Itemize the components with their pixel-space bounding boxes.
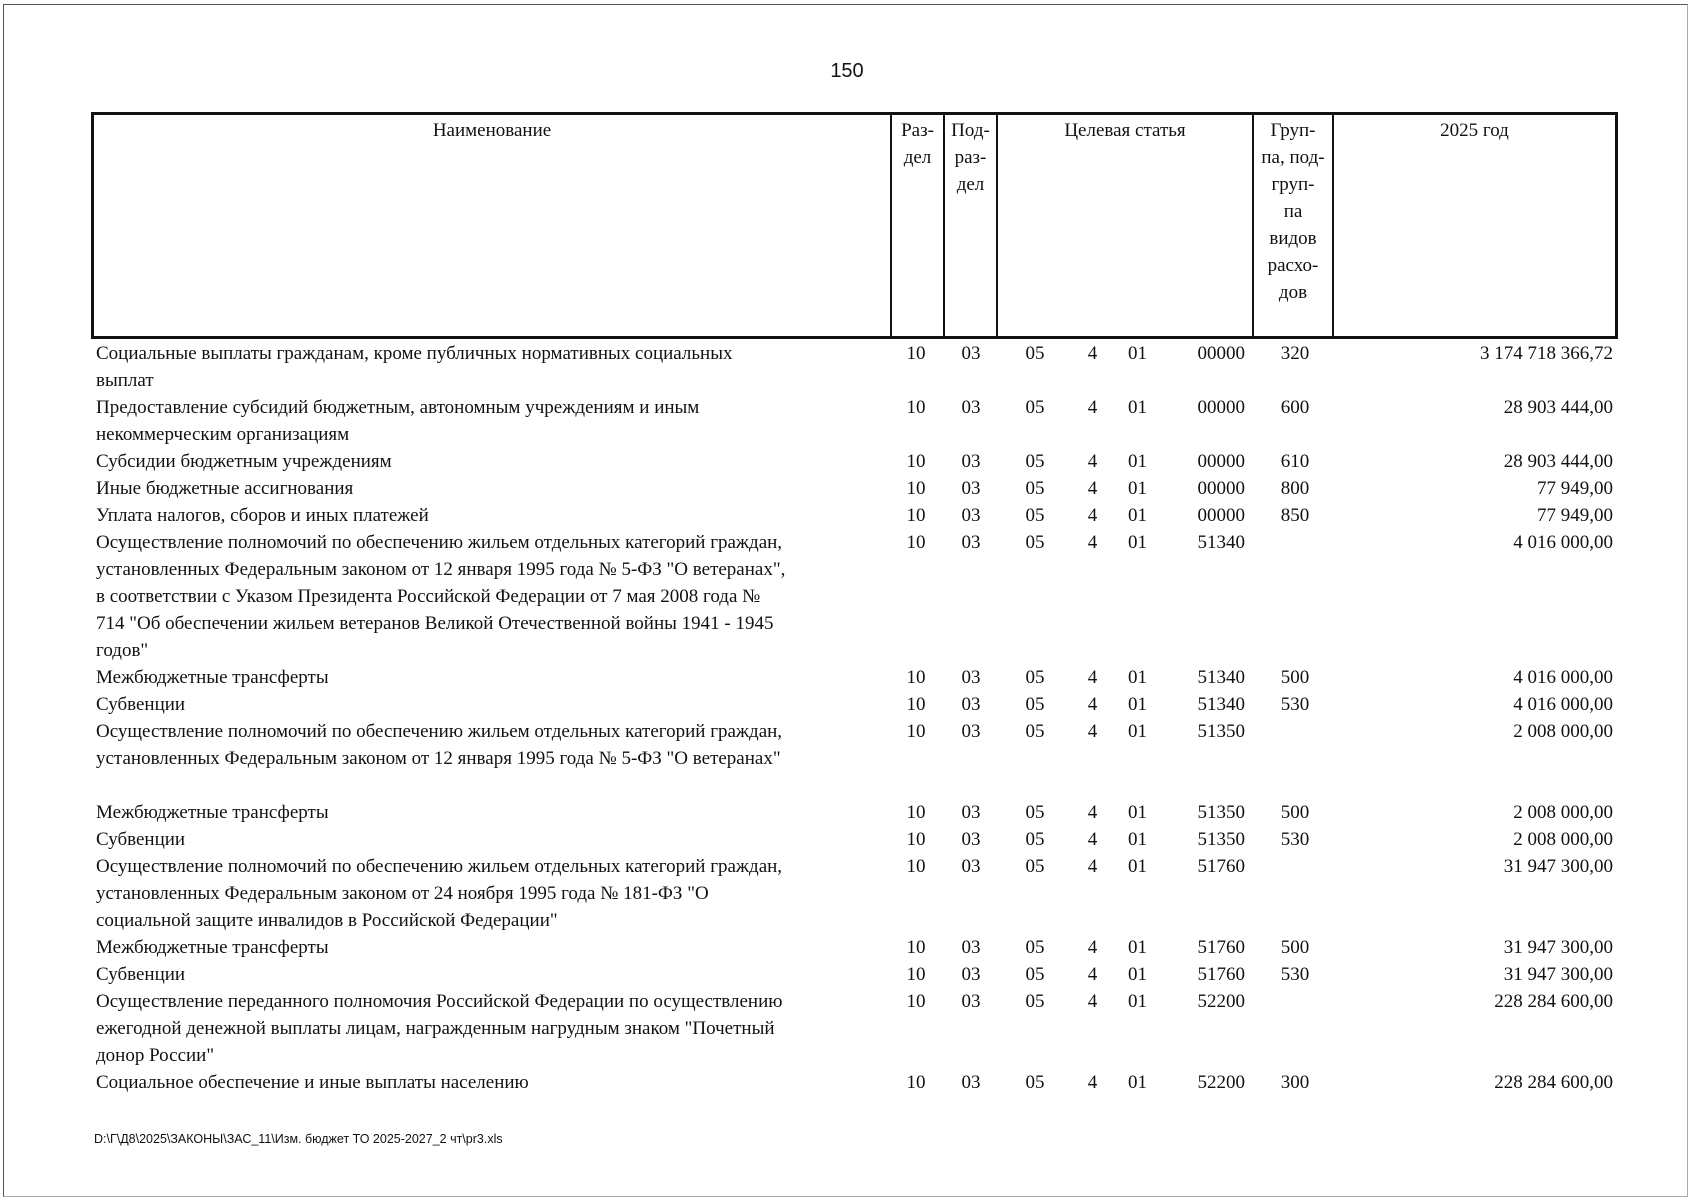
cell-name: Предоставление субсидий бюджетным, автономным учреждениям и иным некоммерческим организациям (96, 397, 700, 445)
cell-t1: 05 (1025, 856, 1045, 877)
cell-t3: 01 (1128, 451, 1147, 472)
cell-t2: 4 (1087, 451, 1098, 472)
cell-t1: 05 (1025, 505, 1045, 526)
cell-t3: 01 (1128, 856, 1147, 877)
cell-t1: 05 (1025, 667, 1045, 688)
cell-amount: 4 016 000,00 (1513, 694, 1613, 715)
cell-t1: 05 (1025, 451, 1045, 472)
cell-group: 530 (1280, 829, 1310, 850)
cell-t3: 01 (1128, 667, 1147, 688)
cell-amount: 31 947 300,00 (1503, 937, 1613, 958)
cell-t3: 01 (1128, 829, 1147, 850)
cell-razdel: 10 (906, 397, 926, 418)
cell-t2: 4 (1087, 991, 1098, 1012)
cell-t3: 01 (1128, 964, 1147, 985)
cell-t1: 05 (1025, 397, 1045, 418)
cell-t4: 51340 (1197, 694, 1245, 715)
cell-t1: 05 (1025, 991, 1045, 1012)
cell-t2: 4 (1087, 829, 1098, 850)
cell-t2: 4 (1087, 343, 1098, 364)
cell-t3: 01 (1128, 397, 1147, 418)
cell-group: 500 (1280, 802, 1310, 823)
cell-amount: 3 174 718 366,72 (1480, 343, 1613, 364)
cell-group: 800 (1280, 478, 1310, 499)
cell-podrazdel: 03 (961, 451, 981, 472)
cell-t2: 4 (1087, 856, 1098, 877)
cell-t3: 01 (1128, 802, 1147, 823)
cell-razdel: 10 (906, 721, 926, 742)
cell-t3: 01 (1128, 721, 1147, 742)
cell-t4: 51340 (1197, 532, 1245, 553)
cell-podrazdel: 03 (961, 505, 981, 526)
cell-amount: 28 903 444,00 (1503, 397, 1613, 418)
cell-t3: 01 (1128, 478, 1147, 499)
cell-t4: 51340 (1197, 667, 1245, 688)
header-group-label: Груп- па, под- груп- па видов расхо- дов (1261, 120, 1325, 303)
cell-podrazdel: 03 (961, 1072, 981, 1093)
cell-group: 850 (1280, 505, 1310, 526)
cell-t1: 05 (1025, 802, 1045, 823)
cell-t3: 01 (1128, 694, 1147, 715)
cell-group: 500 (1280, 667, 1310, 688)
cell-name: Осуществление переданного полномочия Российской Федерации по осуществлению ежегодной денежной выплаты лицам, награжденным нагрудным знаком "Почетный донор России" (96, 991, 783, 1066)
cell-amount: 4 016 000,00 (1513, 532, 1613, 553)
cell-t3: 01 (1128, 991, 1147, 1012)
header-year-label: 2025 год (1440, 120, 1509, 141)
cell-podrazdel: 03 (961, 937, 981, 958)
cell-t2: 4 (1087, 667, 1098, 688)
cell-name: Межбюджетные трансферты (96, 802, 329, 823)
cell-razdel: 10 (906, 478, 926, 499)
cell-razdel: 10 (906, 694, 926, 715)
cell-t2: 4 (1087, 964, 1098, 985)
cell-t2: 4 (1087, 397, 1098, 418)
cell-name: Иные бюджетные ассигнования (96, 478, 354, 499)
cell-razdel: 10 (906, 856, 926, 877)
cell-podrazdel: 03 (961, 343, 981, 364)
header-target-label: Целевая статья (1064, 120, 1186, 141)
cell-t1: 05 (1025, 694, 1045, 715)
cell-t4: 00000 (1197, 478, 1245, 499)
cell-razdel: 10 (906, 937, 926, 958)
cell-amount: 2 008 000,00 (1513, 802, 1613, 823)
cell-t1: 05 (1025, 721, 1045, 742)
cell-razdel: 10 (906, 667, 926, 688)
cell-t2: 4 (1087, 505, 1098, 526)
cell-t2: 4 (1087, 532, 1098, 553)
cell-t1: 05 (1025, 478, 1045, 499)
cell-razdel: 10 (906, 991, 926, 1012)
cell-t4: 51760 (1197, 964, 1245, 985)
cell-t2: 4 (1087, 937, 1098, 958)
cell-name: Межбюджетные трансферты (96, 667, 329, 688)
cell-podrazdel: 03 (961, 802, 981, 823)
cell-t1: 05 (1025, 964, 1045, 985)
cell-podrazdel: 03 (961, 478, 981, 499)
header-name-label: Наименование (432, 120, 552, 141)
cell-t2: 4 (1087, 694, 1098, 715)
cell-amount: 228 284 600,00 (1494, 1072, 1613, 1093)
cell-name: Осуществление полномочий по обеспечению жильем отдельных категорий граждан, установленных Федеральным законом от 24 ноября 1995 года № 181-ФЗ "О социальной защите инвалидов в Российской Федерации" (96, 856, 783, 931)
cell-razdel: 10 (906, 964, 926, 985)
cell-t3: 01 (1128, 505, 1147, 526)
cell-t2: 4 (1087, 721, 1098, 742)
cell-razdel: 10 (906, 451, 926, 472)
cell-razdel: 10 (906, 505, 926, 526)
cell-podrazdel: 03 (961, 532, 981, 553)
cell-t1: 05 (1025, 829, 1045, 850)
cell-name: Субвенции (96, 694, 186, 715)
cell-name: Уплата налогов, сборов и иных платежей (96, 505, 429, 526)
cell-amount: 31 947 300,00 (1503, 964, 1613, 985)
cell-name: Социальные выплаты гражданам, кроме публичных нормативных социальных выплат (96, 343, 733, 391)
cell-podrazdel: 03 (961, 829, 981, 850)
cell-name: Субвенции (96, 964, 186, 985)
cell-t1: 05 (1025, 343, 1045, 364)
cell-t3: 01 (1128, 343, 1147, 364)
cell-podrazdel: 03 (961, 856, 981, 877)
cell-podrazdel: 03 (961, 721, 981, 742)
cell-t2: 4 (1087, 478, 1098, 499)
cell-t1: 05 (1025, 1072, 1045, 1093)
cell-amount: 77 949,00 (1537, 478, 1613, 499)
cell-name: Осуществление полномочий по обеспечению жильем отдельных категорий граждан, установленных Федеральным законом от 12 января 1995 года № 5-ФЗ "О ветеранах" (96, 721, 783, 769)
cell-name: Социальное обеспечение и иные выплаты населению (96, 1072, 529, 1093)
cell-amount: 2 008 000,00 (1513, 721, 1613, 742)
cell-group: 500 (1280, 937, 1310, 958)
cell-t4: 00000 (1197, 397, 1245, 418)
cell-t1: 05 (1025, 937, 1045, 958)
cell-podrazdel: 03 (961, 667, 981, 688)
cell-t4: 51760 (1197, 937, 1245, 958)
cell-t4: 51350 (1197, 802, 1245, 823)
cell-t3: 01 (1128, 532, 1147, 553)
header-podrazdel-label: Под- раз- дел (951, 120, 990, 195)
cell-t3: 01 (1128, 937, 1147, 958)
cell-t2: 4 (1087, 1072, 1098, 1093)
cell-t4: 51760 (1197, 856, 1245, 877)
cell-t3: 01 (1128, 1072, 1147, 1093)
cell-t2: 4 (1087, 802, 1098, 823)
cell-amount: 31 947 300,00 (1503, 856, 1613, 877)
cell-t4: 51350 (1197, 829, 1245, 850)
cell-podrazdel: 03 (961, 694, 981, 715)
cell-amount: 28 903 444,00 (1503, 451, 1613, 472)
cell-amount: 2 008 000,00 (1513, 829, 1613, 850)
cell-group: 320 (1280, 343, 1310, 364)
cell-group: 610 (1280, 451, 1310, 472)
header-razdel-label: Раз- дел (901, 120, 934, 168)
cell-name: Осуществление полномочий по обеспечению жильем отдельных категорий граждан, установленных Федеральным законом от 12 января 1995 года № 5-ФЗ "О ветеранах", в соответствии с Указом Президента Российской Федерации от 7 мая 2008 года № 714 "Об обеспечении жильем ветеранов Великой Отечественной войны 1941 - 1945 годов" (96, 532, 786, 661)
cell-podrazdel: 03 (961, 991, 981, 1012)
cell-group: 300 (1280, 1072, 1310, 1093)
cell-podrazdel: 03 (961, 964, 981, 985)
cell-group: 600 (1280, 397, 1310, 418)
cell-razdel: 10 (906, 343, 926, 364)
cell-group: 530 (1280, 694, 1310, 715)
cell-t4: 00000 (1197, 343, 1245, 364)
cell-t1: 05 (1025, 532, 1045, 553)
cell-t4: 00000 (1197, 505, 1245, 526)
cell-amount: 77 949,00 (1537, 505, 1613, 526)
cell-t4: 52200 (1197, 991, 1245, 1012)
cell-name: Субсидии бюджетным учреждениям (96, 451, 392, 472)
cell-name: Межбюджетные трансферты (96, 937, 329, 958)
cell-name: Субвенции (96, 829, 186, 850)
cell-amount: 4 016 000,00 (1513, 667, 1613, 688)
cell-group: 530 (1280, 964, 1310, 985)
cell-amount: 228 284 600,00 (1494, 991, 1613, 1012)
cell-razdel: 10 (906, 1072, 926, 1093)
cell-t4: 52200 (1197, 1072, 1245, 1093)
cell-razdel: 10 (906, 802, 926, 823)
cell-razdel: 10 (906, 829, 926, 850)
cell-podrazdel: 03 (961, 397, 981, 418)
cell-razdel: 10 (906, 532, 926, 553)
footer-file-path: D:\Г\Д8\2025\ЗАКОНЫ\ЗАС_11\Изм. бюджет ТО 2025-2027_2 чт\pr3.xls (94, 1132, 503, 1146)
page-number: 150 (830, 60, 864, 82)
cell-t4: 51350 (1197, 721, 1245, 742)
cell-t4: 00000 (1197, 451, 1245, 472)
